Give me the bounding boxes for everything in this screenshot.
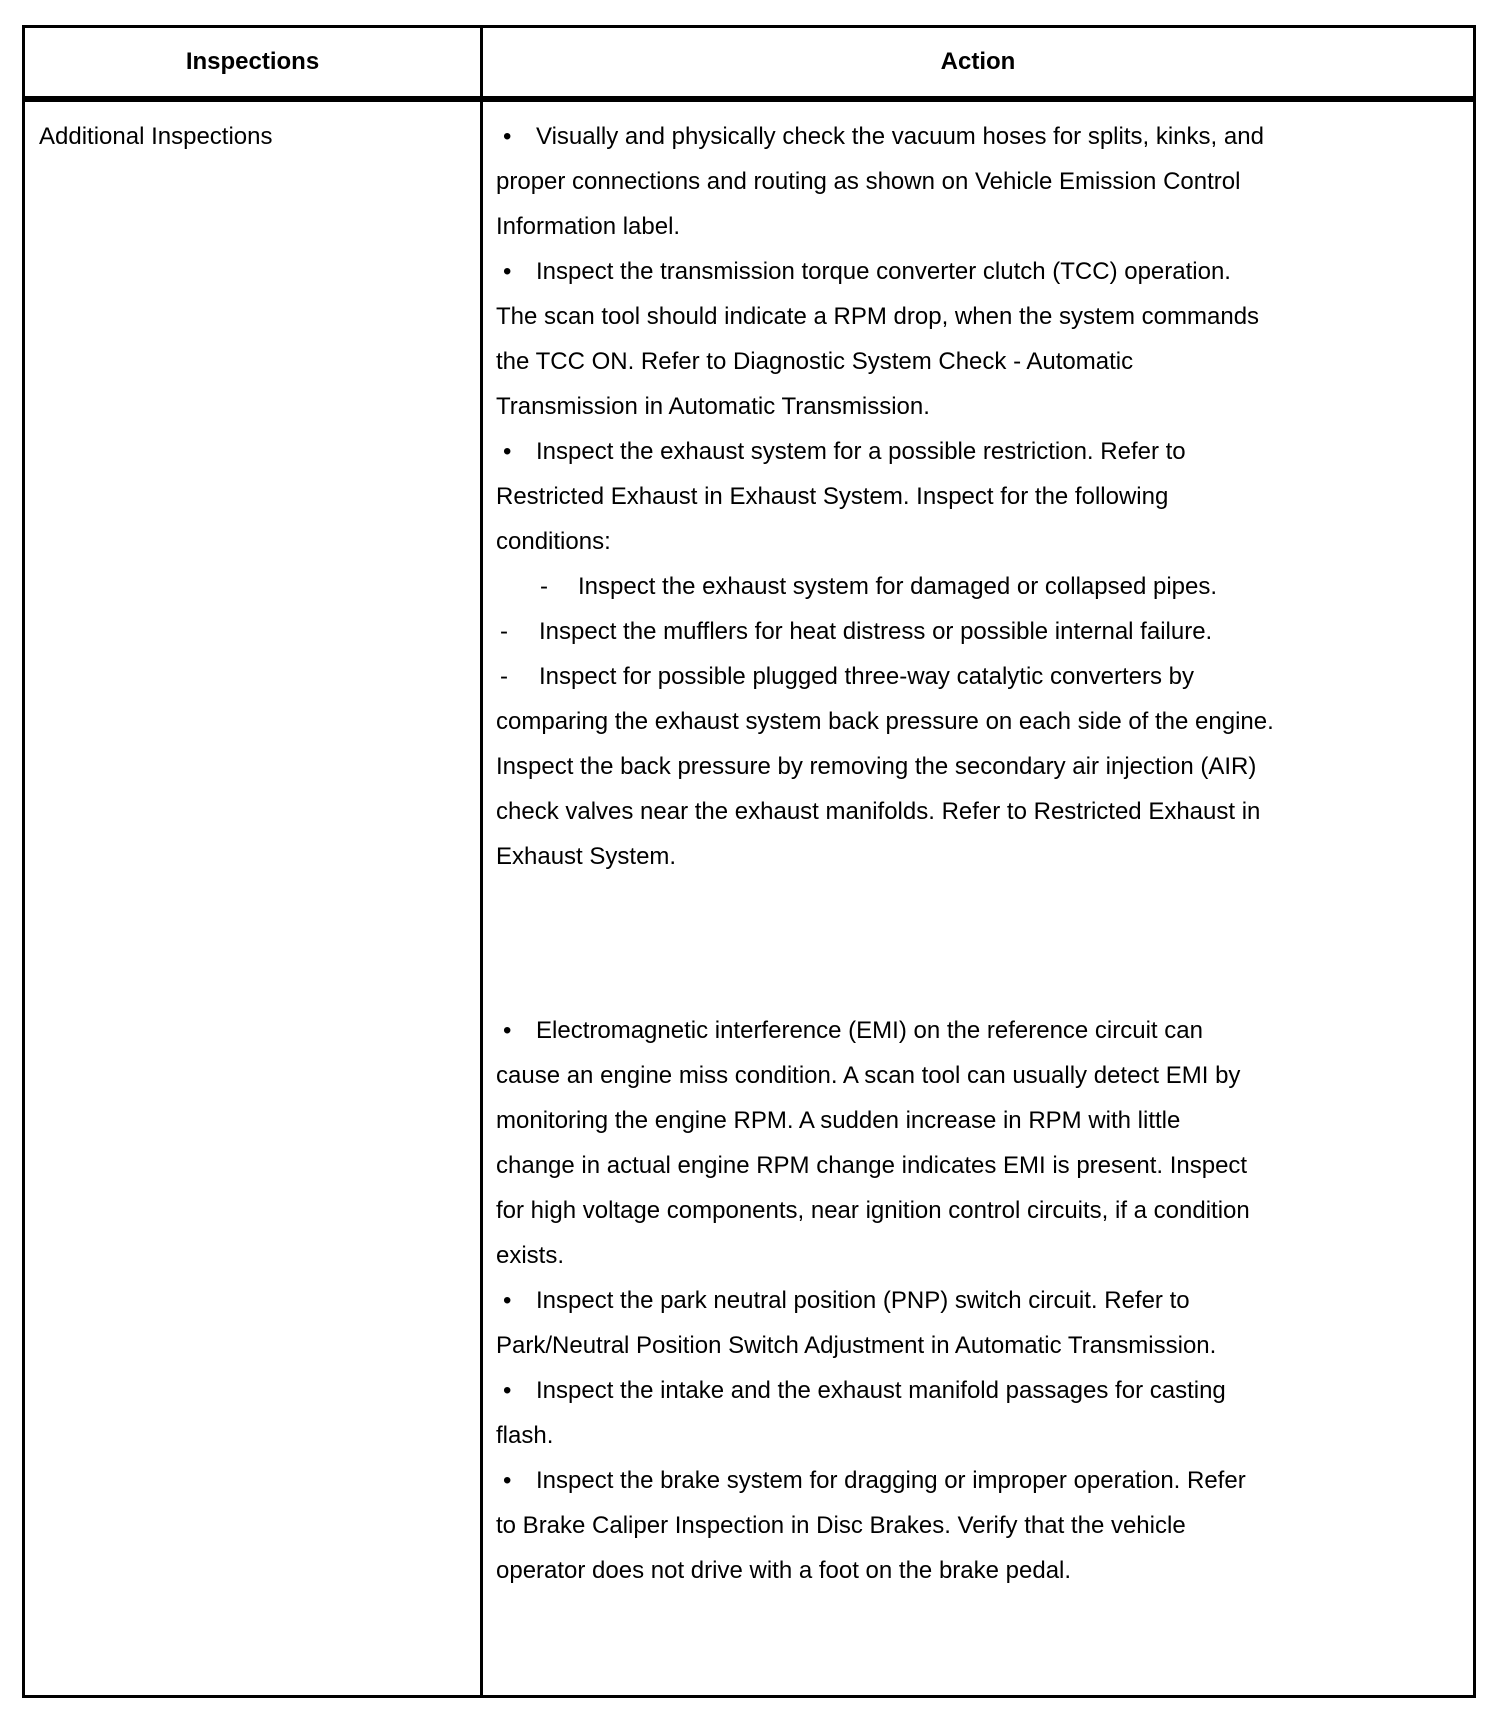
action-line xyxy=(496,744,1274,789)
action-text: change in actual engine RPM change indicates EMI is present. Inspect xyxy=(496,1152,1248,1179)
action-line xyxy=(496,609,1274,654)
action-text: check valves near the exhaust manifolds. Refer to Restricted Exhaust in xyxy=(496,798,1261,825)
action-text: Inspect the park neutral position (PNP) switch circuit. Refer to xyxy=(536,1287,1190,1314)
action-line xyxy=(496,1458,1250,1503)
action-line xyxy=(496,1413,1250,1458)
action-line xyxy=(496,204,1274,249)
dash-marker: - xyxy=(500,618,508,645)
action-text: exists. xyxy=(496,1242,565,1269)
action-text: Inspect the transmission torque converter clutch (TCC) operation. xyxy=(536,258,1231,285)
action-text: operator does not drive with a foot on the brake pedal. xyxy=(496,1557,1072,1584)
action-line xyxy=(496,339,1274,384)
action-line xyxy=(496,1008,1250,1053)
action-text: Visually and physically check the vacuum hoses for splits, kinks, and xyxy=(536,123,1264,150)
row-label: Additional Inspections xyxy=(39,123,273,150)
bullet-marker: • xyxy=(503,1017,512,1044)
action-line xyxy=(496,699,1274,744)
action-line xyxy=(496,1548,1250,1593)
action-line xyxy=(496,1053,1250,1098)
bullet-marker: • xyxy=(503,438,512,465)
action-text: Electromagnetic interference (EMI) on the reference circuit can xyxy=(536,1017,1203,1044)
bullet-marker: • xyxy=(503,1377,512,1404)
action-block-2 xyxy=(496,1008,1250,1593)
action-line xyxy=(496,1278,1250,1323)
action-text: Restricted Exhaust in Exhaust System. Inspect for the following xyxy=(496,483,1169,510)
header-inspections: Inspections xyxy=(185,48,320,75)
action-line xyxy=(496,159,1274,204)
action-text: monitoring the engine RPM. A sudden increase in RPM with little xyxy=(496,1107,1181,1134)
bullet-marker: • xyxy=(503,1287,512,1314)
action-text: Inspect the back pressure by removing the secondary air injection (AIR) xyxy=(496,753,1257,780)
action-text: Inspect the exhaust system for damaged or collapsed pipes. xyxy=(578,573,1218,600)
action-line xyxy=(496,1233,1250,1278)
action-text: comparing the exhaust system back pressure on each side of the engine. xyxy=(496,708,1274,735)
action-text: to Brake Caliper Inspection in Disc Brakes. Verify that the vehicle xyxy=(496,1512,1186,1539)
action-line xyxy=(496,384,1274,429)
action-line xyxy=(496,474,1274,519)
dash-marker: - xyxy=(540,573,548,600)
action-text: Information label. xyxy=(496,213,681,240)
column-divider xyxy=(480,28,483,1695)
action-text: Inspect the intake and the exhaust manifold passages for casting xyxy=(536,1377,1226,1404)
action-line xyxy=(496,429,1274,474)
action-line xyxy=(496,1098,1250,1143)
bullet-marker: • xyxy=(503,123,512,150)
action-text: flash. xyxy=(496,1422,554,1449)
action-text: Inspect the mufflers for heat distress or possible internal failure. xyxy=(539,618,1213,645)
action-line xyxy=(496,1368,1250,1413)
action-line xyxy=(496,1503,1250,1548)
action-line xyxy=(496,1323,1250,1368)
header-divider xyxy=(25,96,1473,102)
dash-marker: - xyxy=(500,663,508,690)
bullet-marker: • xyxy=(503,1467,512,1494)
action-text: Inspect the exhaust system for a possible restriction. Refer to xyxy=(536,438,1186,465)
header-action: Action xyxy=(940,48,1016,75)
action-line xyxy=(496,564,1274,609)
action-line xyxy=(496,294,1274,339)
action-line xyxy=(496,654,1274,699)
action-text: proper connections and routing as shown on Vehicle Emission Control xyxy=(496,168,1241,195)
action-text: cause an engine miss condition. A scan tool can usually detect EMI by xyxy=(496,1062,1241,1089)
action-text: The scan tool should indicate a RPM drop, when the system commands xyxy=(496,303,1260,330)
action-line xyxy=(496,834,1274,879)
action-text: the TCC ON. Refer to Diagnostic System Check - Automatic xyxy=(496,348,1134,375)
action-text: Transmission in Automatic Transmission. xyxy=(496,393,930,420)
action-line xyxy=(496,789,1274,834)
action-text: Inspect the brake system for dragging or improper operation. Refer xyxy=(536,1467,1246,1494)
action-block-1 xyxy=(496,114,1274,879)
action-line xyxy=(496,114,1274,159)
action-text: Park/Neutral Position Switch Adjustment in Automatic Transmission. xyxy=(496,1332,1217,1359)
bullet-marker: • xyxy=(503,258,512,285)
action-line xyxy=(496,519,1274,564)
action-line xyxy=(496,1188,1250,1233)
action-text: for high voltage components, near ignition control circuits, if a condition xyxy=(496,1197,1250,1224)
action-line xyxy=(496,1143,1250,1188)
action-text: conditions: xyxy=(496,528,611,555)
action-line xyxy=(496,249,1274,294)
action-text: Exhaust System. xyxy=(496,843,677,870)
action-text: Inspect for possible plugged three-way catalytic converters by xyxy=(539,663,1194,690)
